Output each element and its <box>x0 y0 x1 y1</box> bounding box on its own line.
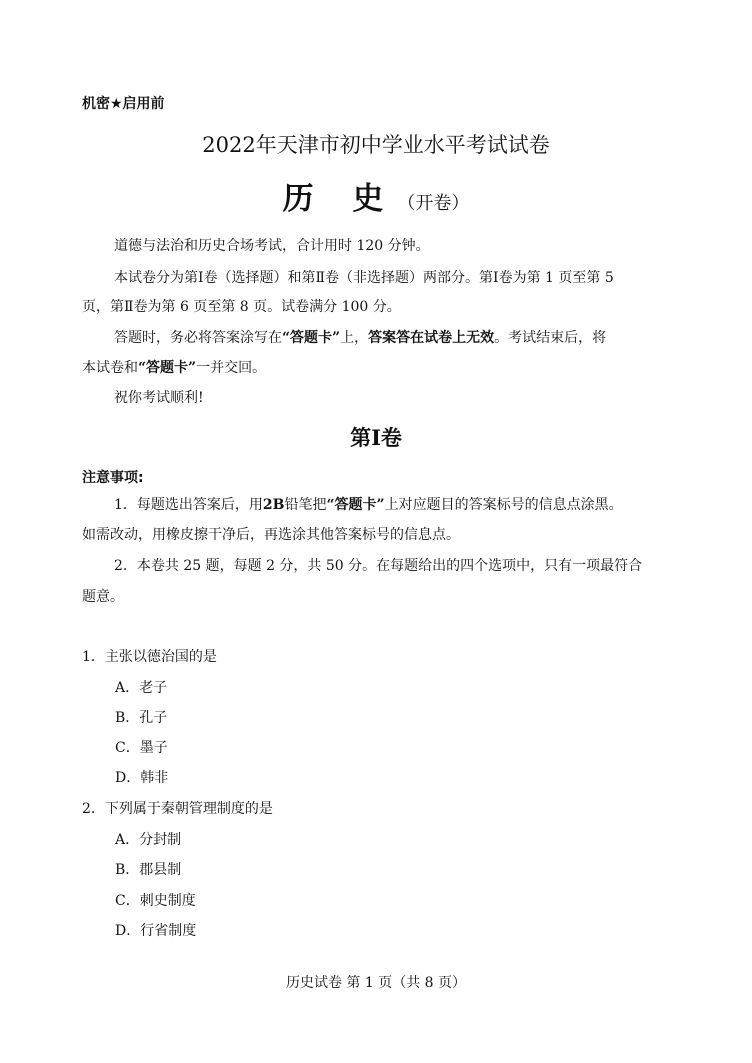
answer-card-term: “答题卡” <box>326 497 385 513</box>
notice-text: 铅笔把 <box>284 497 327 513</box>
notice-text: 上对应题目的答案标号的信息点涂黑。 <box>384 497 623 513</box>
notice-item-2-line-1: 2．本卷共 25 题，每题 2 分，共 50 分。在每题给出的四个选项中，只有一项最符合 <box>114 558 643 574</box>
notice-heading: 注意事项: <box>82 470 144 486</box>
intro-paragraph-2-line-1: 本试卷分为第Ⅰ卷（选择题）和第Ⅱ卷（非选择题）两部分。第Ⅰ卷为第 1 页至第 5 <box>114 270 614 286</box>
notice-text: 1．每题选出答案后，用 <box>114 497 263 513</box>
invalid-answer-warning: 答案答在试卷上无效 <box>368 330 495 346</box>
intro-paragraph-1: 道德与法治和历史合场考试，合计用时 120 分钟。 <box>114 238 430 254</box>
intro-text: 上， <box>340 330 369 346</box>
question-1-option-b: B．孔子 <box>115 710 168 726</box>
subject-heading <box>0 173 752 218</box>
subject-note: （开卷） <box>397 193 470 214</box>
intro-text: 。考试结束后，将 <box>494 330 607 346</box>
intro-text: 答题时，务必将答案涂写在 <box>114 330 282 346</box>
question-1-option-d: D．韩非 <box>115 770 169 786</box>
exam-title: 2022年天津市初中学业水平考试试卷 <box>202 133 550 157</box>
question-2-option-c: C．刺史制度 <box>115 893 196 909</box>
intro-text: 一并交回。 <box>196 360 267 376</box>
question-2-option-d: D．行省制度 <box>115 923 197 939</box>
question-2-stem: 2．下列属于秦朝管理制度的是 <box>82 801 273 817</box>
intro-paragraph-2-line-2: 页，第Ⅱ卷为第 6 页至第 8 页。试卷满分 100 分。 <box>82 299 401 315</box>
answer-card-term: “答题卡” <box>282 330 341 346</box>
intro-text: 本试卷和 <box>82 360 138 376</box>
question-2-option-b: B．郡县制 <box>115 862 182 878</box>
volume-title: 第Ⅰ卷 <box>350 425 402 450</box>
question-1-option-a: A．老子 <box>115 680 168 696</box>
answer-card-term: “答题卡” <box>138 360 197 376</box>
question-2-option-a: A．分封制 <box>115 832 182 848</box>
good-luck-text: 祝你考试顺利! <box>114 390 204 406</box>
pencil-type: 2B <box>262 497 285 513</box>
intro-paragraph-3-line-2 <box>82 361 266 375</box>
notice-item-1-line-2: 如需改动，用橡皮擦干净后，再选涂其他答案标号的信息点。 <box>82 527 460 543</box>
confidential-label: 机密★启用前 <box>82 96 165 112</box>
question-1-stem: 1．主张以德治国的是 <box>82 649 217 665</box>
question-1-option-c: C．墨子 <box>115 740 168 756</box>
subject-name: 历 史 <box>282 181 398 217</box>
intro-paragraph-3-line-1 <box>114 331 606 345</box>
notice-item-2-line-2: 题意。 <box>82 589 124 605</box>
notice-item-1-line-1 <box>114 498 623 512</box>
page-footer: 历史试卷 第 1 页（共 8 页） <box>285 975 467 991</box>
